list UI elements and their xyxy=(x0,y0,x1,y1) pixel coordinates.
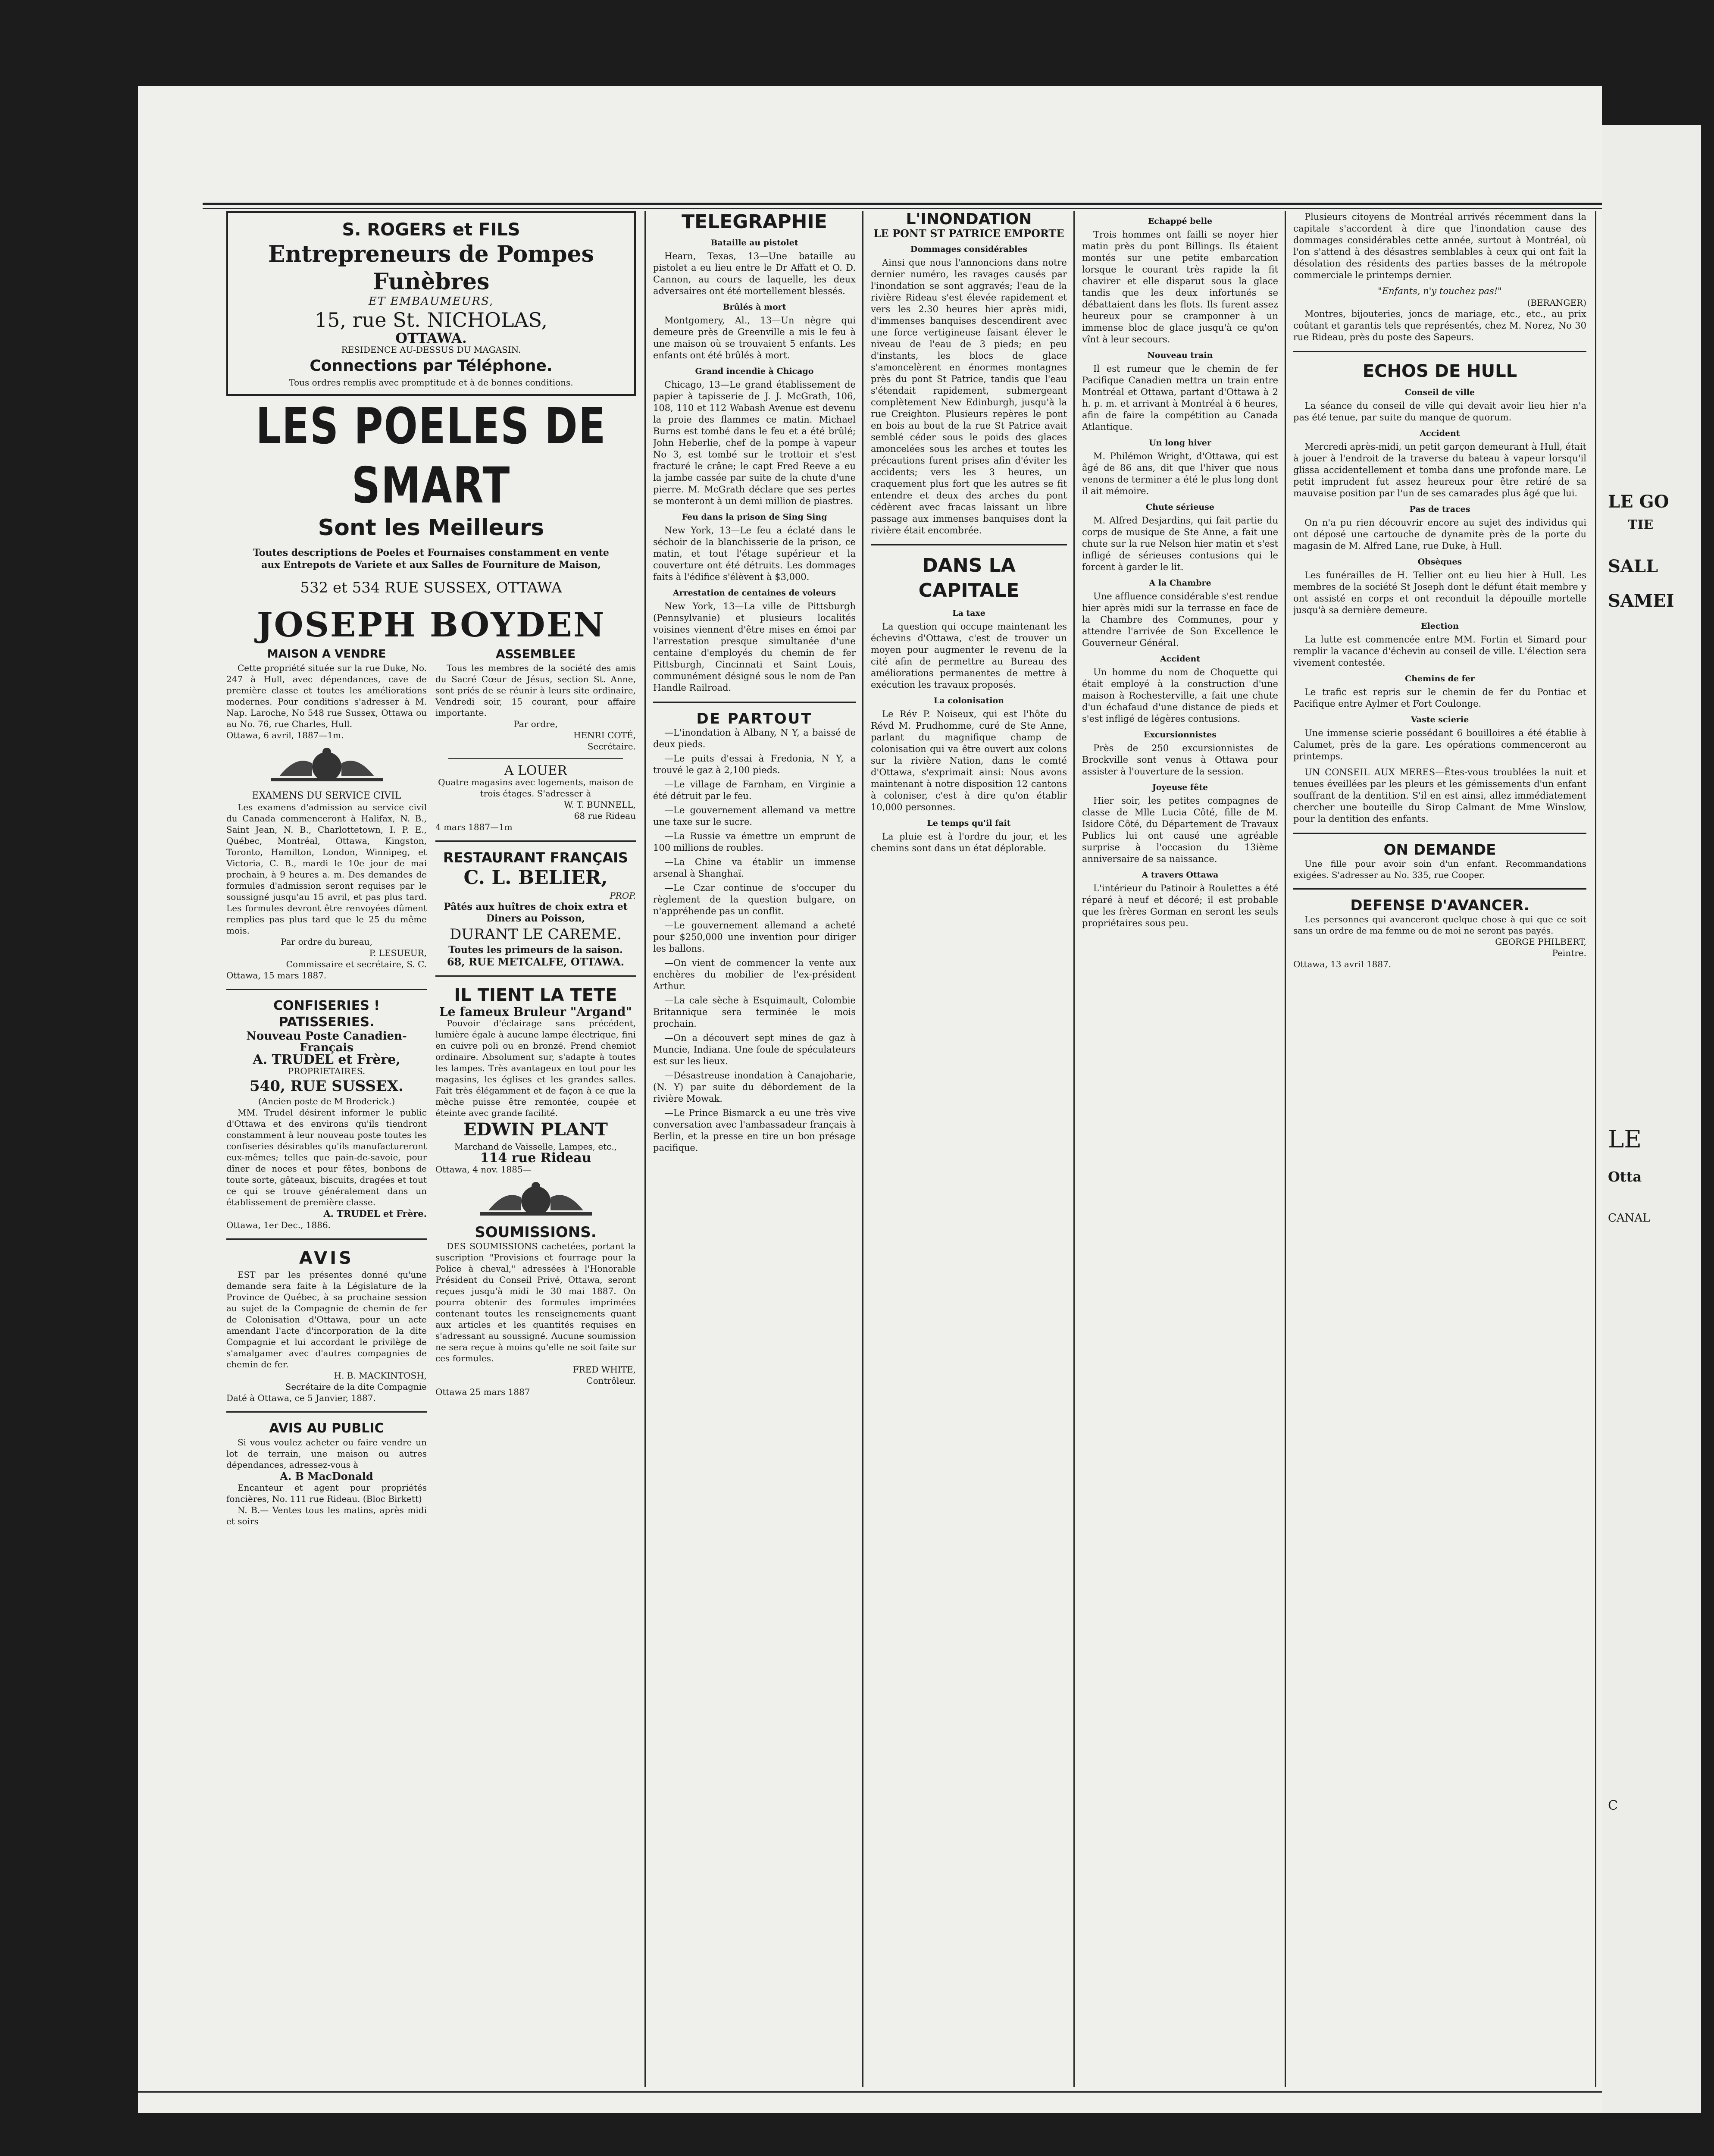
confiseries-name: A. TRUDEL et Frère, xyxy=(253,1052,400,1067)
article-heading: Accident xyxy=(1420,429,1460,438)
article-heading: A travers Ottawa xyxy=(1142,870,1219,880)
ad-boyden-name: JOSEPH BOYDEN xyxy=(256,605,606,645)
article-heading: Echappé belle xyxy=(1148,216,1213,226)
separator xyxy=(871,544,1067,545)
article-text: Le Rév P. Noiseux, qui est l'hôte du Révd M. Prudhomme, curé de Ste Anne, parlant du magnifique champ de colonisation qui va être ouvert aux colons sur la rivière Nation, dans le comté d'Ottawa, s'exprimait ainsi: Nous avons maintenant à notre disposition 12 cantons à coloniser, c'est à dire qu'on établir 10,000 personnes. xyxy=(871,709,1067,812)
tete-seller-desc: Marchand de Vaisselle, Lampes, etc., xyxy=(454,1141,617,1152)
article-heading: La taxe xyxy=(952,608,985,618)
tete-date: Ottawa, 4 nov. 1885— xyxy=(435,1164,532,1175)
confiseries-sub: Nouveau Poste Canadien-Français xyxy=(246,1030,407,1054)
article-heading: Vaste scierie xyxy=(1411,715,1469,724)
defense-role: Peintre. xyxy=(1552,948,1586,958)
article-text: La lutte est commencée entre MM. Fortin et Simard pour remplir la vacance d'échevin au conseil de ville. L'élection sera vivement contestée. xyxy=(1293,634,1586,668)
echos-title: ECHOS DE HULL xyxy=(1362,361,1517,381)
capitale-title: DANS LA CAPITALE xyxy=(918,555,1020,602)
separator xyxy=(226,1238,427,1240)
defense-sign: GEORGE PHILBERT, xyxy=(1495,937,1586,947)
restaurant-name: C. L. BELIER, xyxy=(463,867,608,889)
article-text: La pluie est à l'ordre du jour, et les chemins sont dans un état déplorable. xyxy=(871,831,1067,853)
separator xyxy=(435,975,636,977)
maison-date: Ottawa, 6 avril, 1887—1m. xyxy=(226,730,344,740)
brief-item: —Le village de Farnham, en Virginie a été détruit par le feu. xyxy=(653,779,856,801)
hull-column xyxy=(1293,211,1586,2087)
local-news-items xyxy=(1082,216,1278,929)
brief-item: —Désastreuse inondation à Canajoharie, (N. Y) par suite du débordement de la rivière Mowak. xyxy=(653,1070,856,1104)
soumissions-date: Ottawa 25 mars 1887 xyxy=(435,1387,530,1397)
soumissions-role: Contrôleur. xyxy=(586,1376,636,1386)
ad-smart-tagline: Sont les Meilleurs xyxy=(318,515,544,541)
tete-title: IL TIENT LA TETE xyxy=(454,985,617,1005)
confiseries-prev: (Ancien poste de M Broderick.) xyxy=(258,1096,395,1106)
article-heading: Brûlés à mort xyxy=(723,302,786,312)
assemblee-title: ASSEMBLEE xyxy=(495,647,576,661)
examens-title: EXAMENS DU SERVICE CIVIL xyxy=(252,790,401,801)
capitale-items xyxy=(871,608,1067,854)
article-text: Près de 250 excursionnistes de Brockville sont venus à Ottawa pour assister à l'ouverture de la session. xyxy=(1082,743,1278,777)
article-text: New York, 13—La ville de Pittsburgh (Pennsylvanie) et plusieurs localités voisines viennent d'être mises en émoi par l'arrestation presque simultanée d'une centaine d'employés du chemin de fer Pittsburgh, Cincinnati et Saint Louis, communément désigné sous le nom de Pan Handle Railroad. xyxy=(653,601,856,693)
assemblee-signer: HENRI COTÉ, xyxy=(573,730,636,740)
ad-rogers-phone: Connections par Téléphone. xyxy=(310,357,553,375)
article-text: Une immense scierie possédant 6 bouilloires a été établie à Calumet, près de la gare. Les opérations commenceront au printemps. xyxy=(1293,728,1586,761)
winslow-ad: UN CONSEIL AUX MERES—Êtes-vous troublées la nuit et tenues éveillées par les pleurs et les gémissements d'un enfant souffrant de la dentition. S'il en est ainsi, allez immédiatement chercher une bouteille du Sirop Calmant de Mme Winslow, pour la dentition des enfants. xyxy=(1293,767,1586,824)
brief-item: —On vient de commencer la vente aux enchères du mobilier de l'ex-président Arthur. xyxy=(653,958,856,991)
assemblee-by: Par ordre, xyxy=(513,719,558,729)
article-text: On n'a pu rien découvrir encore au sujet des individus qui ont déposé une cartouche de dynamite près de la porte du magasin de M. Alfred Lane, rue Duke, à Hull. xyxy=(1293,517,1586,551)
article-text: Une affluence considérable s'est rendue hier après midi sur la terrasse en face de la Chambre des Communes, pour y attendre l'arrivée de Son Excellence le Gouverneur Général. xyxy=(1082,591,1278,648)
avis-public-desc: Encanteur et agent pour propriétés foncières, No. 111 rue Rideau. (Bloc Birkett) xyxy=(226,1482,427,1504)
article-text: Un homme du nom de Choquette qui était employé à la construction d'une maison à Rochesterville, a fait une chute d'un échafaud d'une distance de pieds et s'est infligé de légères contusions. xyxy=(1082,667,1278,724)
examens-date: Ottawa, 15 mars 1887. xyxy=(226,970,327,981)
article-heading: Feu dans la prison de Sing Sing xyxy=(682,512,827,522)
ads-two-column-block xyxy=(226,646,636,1527)
column-rule xyxy=(862,211,863,2087)
edge-text: TIE xyxy=(1628,517,1654,533)
article-text: Hearn, Texas, 13—Une bataille au pistolet a eu lieu entre le Dr Affatt et O. D. Cannon, au cours de laquelle, les deux adversaires ont été mortellement blessés. xyxy=(653,251,856,296)
maison-text: Cette propriété située sur la rue Duke, No. 247 à Hull, avec dépendances, cave de première classe et toutes les améliorations modernes. Pour conditions s'adresser à M. Nap. Laroche, No 548 rue Sussex, Ottawa ou au No. 76, rue Charles, Hull. xyxy=(226,663,427,729)
assemblee-text: Tous les membres de la société des amis du Sacré Cœur de Jésus, section St. Anne, sont priés de se réunir à leurs site ordinaire, Vendredi soir, 15 courant, pour affaire importante. xyxy=(435,663,636,718)
louer-addr: 68 rue Rideau xyxy=(574,811,636,821)
avis-text: EST par les présentes donné qu'une demande sera faite à la Législature de la Province de Québec, à sa prochaine session au sujet de la Compagnie de chemin de fer de Colonisation d'Ottawa, pour un acte amendant l'acte d'incorporation de la dite Compagnie et lui accordant le privilège de s'amalgamer avec d'autres compagnies de chemin de fer. xyxy=(226,1269,427,1369)
defense-date: Ottawa, 13 avril 1887. xyxy=(1293,959,1392,969)
maison-title: MAISON A VENDRE xyxy=(267,648,386,661)
tete-sub: Le fameux Bruleur "Argand" xyxy=(439,1005,632,1019)
confiseries-date: Ottawa, 1er Dec., 1886. xyxy=(226,1220,331,1230)
montreal-intro: Plusieurs citoyens de Montréal arrivés récemment dans la capitale s'accordent à dire que l'inondation cause des dommages considérables cette année, surtout à Montréal, où l'on s'attend à des désastres semblables à ceux qui ont fait la désolation des résidents des parties basses de la métropole commerciale le printemps dernier. xyxy=(1293,212,1586,280)
demande-title: ON DEMANDE xyxy=(1383,841,1496,859)
examens-signer: P. LESUEUR, xyxy=(369,948,427,958)
article-heading: Nouveau train xyxy=(1147,351,1213,360)
restaurant-title: RESTAURANT FRANÇAIS xyxy=(443,849,629,866)
confiseries-sign: A. TRUDEL et Frère. xyxy=(323,1208,427,1219)
article-heading: Conseil de ville xyxy=(1404,388,1475,397)
inondation-head: Dommages considérables xyxy=(910,244,1028,254)
article-heading: Obsèques xyxy=(1417,557,1462,567)
local-news-column xyxy=(1082,211,1278,2087)
ads-left-subcol xyxy=(226,646,427,1527)
royal-arms-image xyxy=(226,746,427,785)
ad-rogers-address: 15, rue St. NICHOLAS, xyxy=(314,308,548,332)
brief-item: —Le puits d'essai à Fredonia, N Y, a trouvé le gaz à 2,100 pieds. xyxy=(653,753,856,775)
restaurant-line3: Toutes les primeurs de la saison. xyxy=(448,944,623,956)
bottom-rule xyxy=(138,2091,1602,2093)
newspaper-page xyxy=(138,86,1602,2113)
restaurant-line1: Pâtés aux huîtres de choix extra et Diners au Poisson, xyxy=(444,901,628,924)
ad-smart-desc: Toutes descriptions de Poeles et Fournaises constamment en vente aux Entrepots de Variete et aux Salles de Fourniture de Maison, xyxy=(253,547,609,570)
article-heading: Bataille au pistolet xyxy=(710,238,798,248)
brief-item: —La Russie va émettre un emprunt de 100 millions de roubles. xyxy=(653,831,856,853)
avis-public-name: A. B MacDonald xyxy=(280,1470,373,1482)
article-heading: A la Chambre xyxy=(1149,578,1211,588)
brief-item: —La cale sèche à Esquimault, Colombie Britannique sera terminée le mois prochain. xyxy=(653,995,856,1029)
article-heading: Un long hiver xyxy=(1149,438,1211,448)
ad-smart-address: 532 et 534 RUE SUSSEX, OTTAWA xyxy=(300,579,562,596)
confiseries-title: CONFISERIES ! PATISSERIES. xyxy=(273,998,380,1030)
tete-text: Pouvoir d'éclairage sans précédent, lumière égale à aucune lampe électrique, fini en cuivre poli ou en bronzé. Prend chemiot ordinaire. Absolument sur, s'adapte à toutes les lampes. Très avantageux en tout pour les magasins, les églises et les grandes salles. Fait très élégamment et de façon à ce que la mèche puisse être remontée, coupée et éteinte avec grande facilité. xyxy=(435,1018,636,1118)
article-text: M. Philémon Wright, d'Ottawa, qui est âgé de 86 ans, dit que l'hiver que nous venons de terminer a été le plus long dont il ait mémoire. xyxy=(1082,451,1278,496)
defense-title: DEFENSE D'AVANCER. xyxy=(1350,897,1529,914)
ad-rogers-orders: Tous ordres remplis avec promptitude et à de bonnes conditions. xyxy=(289,377,573,388)
column-rule xyxy=(1285,211,1286,2087)
avis-public-note: N. B.— Ventes tous les matins, après midi et soirs xyxy=(226,1505,427,1526)
ad-rogers-name: S. ROGERS et FILS xyxy=(342,220,520,240)
brief-item: —On a découvert sept mines de gaz à Muncie, Indiana. Une foule de spéculateurs est sur les lieux. xyxy=(653,1033,856,1066)
brief-item: —Le gouvernement allemand a acheté pour $250,000 une invention pour diriger les ballons. xyxy=(653,920,856,954)
article-text: Le trafic est repris sur le chemin de fer du Pontiac et Pacifique entre Aylmer et Fort Coulonge. xyxy=(1293,687,1586,709)
brief-item: —Le Prince Bismarck a eu une très vive conversation avec l'ambassadeur français à Berlin, et la presse en tire un bon présage pacifique. xyxy=(653,1108,856,1153)
separator xyxy=(1293,888,1586,890)
brief-item: —La Chine va établir un immense arsenal à Shanghaï. xyxy=(653,857,856,879)
article-text: M. Alfred Desjardins, qui fait partie du corps de musique de Ste Anne, a fait une chute sur la rue Nelson hier matin et s'est infligé de sérieuses contusions qui le forcent à garder le lit. xyxy=(1082,515,1278,572)
article-heading: Joyeuse fête xyxy=(1152,783,1208,792)
confiseries-text: MM. Trudel désirent informer le public d'Ottawa et des environs qu'ils tiendront constamment à leur nouveau poste toutes les confiseries désirables qu'ils manufactureront eux-mêmes; telles que pain-de-savoie, pour dîner de noces et pour fêtes, bonbons de toute sorte, gâteaux, biscuits, dragées et tout ce qui se trouve généralement dans un établissement de première classe. xyxy=(226,1107,427,1207)
examens-by: Par ordre du bureau, xyxy=(281,937,372,947)
article-heading: Excursionnistes xyxy=(1144,730,1217,740)
article-text: Trois hommes ont failli se noyer hier matin près du pont Billings. Ils étaient montés sur une petite embarcation lorsque le courant très rapide la fit chavirer et elle disparut sous la glace tandis que les deux infortunés se débattaient dans les flots. Ils furent assez heureux pour se cramponner à un immense bloc de glace jusqu'à ce qu'on vînt à leur secours. xyxy=(1082,229,1278,345)
soumissions-signer: FRED WHITE, xyxy=(572,1364,636,1375)
article-text: Montgomery, Al., 13—Un nègre qui demeure près de Greenville a mis le feu à une maison où se trouvaient 5 enfants. Les enfants ont été brûlés à mort. xyxy=(653,315,856,360)
ads-column xyxy=(226,211,636,2087)
article-text: Les funérailles de H. Tellier ont eu lieu hier à Hull. Les membres de la société St Joseph dont le défunt était membre y ont assisté en corps et ont reconduit la dépouille mortelle jusqu'à sa dernière demeure. xyxy=(1293,570,1586,615)
article-heading: Pas de traces xyxy=(1409,505,1470,514)
edge-text: Otta xyxy=(1608,1169,1642,1185)
restaurant-addr: 68, RUE METCALFE, OTTAWA. xyxy=(447,956,625,968)
restaurant-prop: PROP. xyxy=(610,890,636,901)
article-heading: Le temps qu'il fait xyxy=(927,818,1011,828)
separator xyxy=(1293,351,1586,352)
article-text: La question qui occupe maintenant les échevins d'Ottawa, c'est de trouver un moyen pour augmenter le revenu de la cité afin de permettre au Bureau des améliorations permanentes de mettre à exécution les travaux proposés. xyxy=(871,621,1067,690)
ad-rogers-note: RESIDENCE AU-DESSUS DU MAGASIN. xyxy=(341,345,521,355)
edge-text: CANAL xyxy=(1608,1212,1650,1225)
separator xyxy=(435,840,636,842)
brief-item: —Le Czar continue de s'occuper du règlement de la question bulgare, on n'appréhende pas un conflit. xyxy=(653,883,856,916)
ad-smart-headline: LES POELES DE SMART xyxy=(256,397,607,514)
ad-rogers xyxy=(226,211,636,396)
article-text: Il est rumeur que le chemin de fer Pacifique Canadien mettra un train entre Montréal et Ottawa, partant d'Ottawa à 2 h. p. m. et arrivant à Montréal à 6 heures, afin de faire la compétition au Canada Atlantique. xyxy=(1082,364,1278,432)
louer-date: 4 mars 1887—1m xyxy=(435,822,513,832)
article-heading: Chemins de fer xyxy=(1405,674,1475,683)
poem-title: "Enfants, n'y touchez pas!" xyxy=(1378,286,1502,296)
article-heading: La colonisation xyxy=(934,696,1004,705)
restaurant-line2: DURANT LE CAREME. xyxy=(450,926,622,943)
telegraphie-title: TELEGRAPHIE xyxy=(682,211,827,233)
edge-text: LE GO xyxy=(1608,492,1669,512)
tete-seller: EDWIN PLANT xyxy=(463,1119,608,1140)
inondation-sub: LE PONT ST PATRICE EMPORTE xyxy=(873,227,1064,240)
article-text: Mercredi après-midi, un petit garçon demeurant à Hull, était à jouer à l'endroit de la traverse du bateau à vapeur lorsqu'il glissa accidentellement et tomba dans une profonde mare. Le petit imprudent fut assez heureux pour être retiré de sa mauvaise position par l'un de ses camarades plus âgé que lui. xyxy=(1293,442,1586,498)
article-text: Hier soir, les petites compagnes de classe de Mlle Lucia Côté, fille de M. Isidore Côté, du Département de Travaux Publics lui ont causé une agréable surprise à l'occasion du 13ième anniversaire de sa naissance. xyxy=(1082,796,1278,864)
echos-items xyxy=(1293,387,1586,762)
article-heading: Election xyxy=(1421,621,1459,631)
assemblee-role: Secrétaire. xyxy=(587,741,636,752)
top-rule xyxy=(203,203,1602,205)
inondation-title: L'INONDATION xyxy=(906,211,1032,228)
avis-date: Daté à Ottawa, ce 5 Janvier, 1887. xyxy=(226,1393,376,1403)
article-text: La séance du conseil de ville qui devait avoir lieu hier n'a pas été tenue, par suite du manque de quorum. xyxy=(1293,401,1586,423)
ad-rogers-sub: ET EMBAUMEURS, xyxy=(368,295,494,308)
louer-name: W. T. BUNNELL, xyxy=(564,799,636,810)
confiseries-prop: PROPRIETAIRES. xyxy=(288,1066,366,1076)
article-heading: Grand incendie à Chicago xyxy=(695,367,814,376)
column-rule xyxy=(644,211,646,2087)
top-rule-thin xyxy=(203,208,1602,209)
article-text: New York, 13—Le feu a éclaté dans le séchoir de la blanchisserie de la prison, ce matin, et tout l'étage supérieur et la couverture ont été détruits. Les dommages faits à l'édifice s'élèvent à $3,000. xyxy=(653,525,856,582)
edge-text: SAMEI xyxy=(1608,591,1674,611)
separator xyxy=(1293,833,1586,834)
avis-public-text: Si vous voulez acheter ou faire vendre un lot de terrain, une maison ou autres dépendances, adressez-vous à xyxy=(226,1437,427,1470)
confiseries-addr: 540, RUE SUSSEX. xyxy=(250,1078,403,1095)
edge-text: SALL xyxy=(1608,556,1658,577)
ad-rogers-city: OTTAWA. xyxy=(395,330,467,346)
avis-public-title: AVIS AU PUBLIC xyxy=(269,1421,384,1436)
demande-text: Une fille pour avoir soin d'un enfant. Recommandations exigées. S'adresser au No. 335, rue Cooper. xyxy=(1293,859,1586,880)
louer-title: A LOUER xyxy=(504,763,567,778)
brief-item: —L'inondation à Albany, N Y, a baissé de deux pieds. xyxy=(653,727,856,749)
next-page-edge xyxy=(1602,125,1701,2113)
separator xyxy=(226,989,427,990)
soumissions-title: SOUMISSIONS. xyxy=(475,1224,597,1241)
article-heading: Chute sérieuse xyxy=(1146,502,1214,512)
telegraphie-column xyxy=(653,211,856,2087)
article-heading: Accident xyxy=(1160,654,1201,664)
column-rule xyxy=(1073,211,1075,2087)
ad-rogers-title: Entrepreneurs de Pompes Funèbres xyxy=(268,241,594,295)
poem-sign: (BERANGER) xyxy=(1527,298,1586,308)
article-text: L'intérieur du Patinoir à Roulettes a été réparé à neuf et décoré; il est probable que les frères Gorman en seront les seuls propriétaires sous peu. xyxy=(1082,883,1278,928)
norez-ad: Montres, bijouteries, joncs de mariage, etc., etc., au prix coûtant et garantis tels que représentés, chez M. Norez, No 30 rue Rideau, près du poste des Sapeurs. xyxy=(1293,309,1586,342)
avis-title: AVIS xyxy=(299,1248,354,1268)
article-text: Chicago, 13—Le grand établissement de papier à tapisserie de J. J. McGrath, 106, 108, 110 et 112 Wabash Avenue est devenu la proie des flammes ce matin. Michael Burns est tombé dans le feu et a été brûlé; John Heberlie, chef de la pompe à vapeur No 3, est tombé sur le trottoir et s'est fracturé le crâne; le capt Fred Reeve a eu la jambe cassée par suite de la chute d'une pierre. M. McGrath déclare que ses pertes se monteront à un demi million de piastres. xyxy=(653,379,856,506)
examens-text: Les examens d'admission au service civil du Canada commenceront à Halifax, N. B., Saint Jean, N. B., Charlottetown, I. P. E., Québec, Montréal, Ottawa, Kingston, Toronto, Hamilton, London, Winnipeg, et Victoria, C. B., mardi le 10e jour de mai prochain, à 9 heures a. m. Des demandes de formules d'admission seront requises par le soussigné jusqu'au 15 avril, et pas plus tard. Les formules devront être renvoyées dûment remplies pas plus tard que le 25 du même mois. xyxy=(226,802,427,936)
inondation-column xyxy=(871,211,1067,2087)
separator xyxy=(653,702,856,703)
louer-text: Quatre magasins avec logements, maison de trois étages. S'adresser à xyxy=(438,777,633,799)
separator xyxy=(226,1411,427,1413)
avis-role: Secrétaire de la dite Compagnie xyxy=(285,1382,427,1392)
telegraphie-items xyxy=(653,237,856,694)
separator xyxy=(448,758,623,759)
column-rule xyxy=(1595,211,1596,2087)
inondation-text: Ainsi que nous l'annoncions dans notre dernier numéro, les ravages causés par l'inondation se sont aggravés; l'eau de la rivière Rideau s'est élevée rapidement et vers les 2.30 heures hier après midi, d'immenses banquises descendirent avec une force vertigineuse faisant élever le niveau de l'eau de 3 pieds; en peu d'instants, les blocs de glace s'amoncelèrent en énormes montagnes près du pont St Patrice, tandis que l'eau s'étendait rapidement, submergeant complètement New Edinburgh, jusqu'à la rue Creighton. Plusieurs repères le pont en bois au bout de la rue St Patrice avait semblé céder sous le poids des glaces amoncelées sous les arches et toutes les précautions furent prises afin d'éviter les accidents; vers les 3 heures, un craquement plus fort que les autres se fit entendre et deux des arches du pont cédèrent avec fracas laissant un libre passage aux immenses banquises dont la rivière était encombrée. xyxy=(871,257,1067,536)
de-partout-items xyxy=(653,727,856,1154)
brief-item: —Le gouvernement allemand va mettre une taxe sur le sucre. xyxy=(653,805,856,827)
de-partout-title: DE PARTOUT xyxy=(696,710,813,727)
defense-text: Les personnes qui avanceront quelque chose à qui que ce soit sans un ordre de ma femme ou de moi ne seront pas payés. xyxy=(1293,914,1586,936)
tete-seller-addr: 114 rue Rideau xyxy=(480,1150,591,1166)
examens-role: Commissaire et secrétaire, S. C. xyxy=(286,959,427,969)
edge-text: LE xyxy=(1608,1125,1642,1153)
avis-signer: H. B. MACKINTOSH, xyxy=(334,1370,427,1381)
royal-arms-image xyxy=(435,1180,636,1219)
article-heading: Arrestation de centaines de voleurs xyxy=(672,588,836,598)
soumissions-text: DES SOUMISSIONS cachetées, portant la suscription "Provisions et fourrage pour la Police à cheval," adressées à l'Honorable Président du Conseil Privé, Ottawa, seront reçues jusqu'à midi le 30 mai 1887. On pourra obtenir des formules imprimées contenant toutes les renseignements quant aux articles et les quantités requises en s'adressant au soussigné. Aucune soumission ne sera reçue à moins qu'elle ne soit faite sur ces formules. xyxy=(435,1241,636,1363)
edge-text: C xyxy=(1608,1798,1618,1813)
ads-right-subcol xyxy=(435,646,636,1527)
